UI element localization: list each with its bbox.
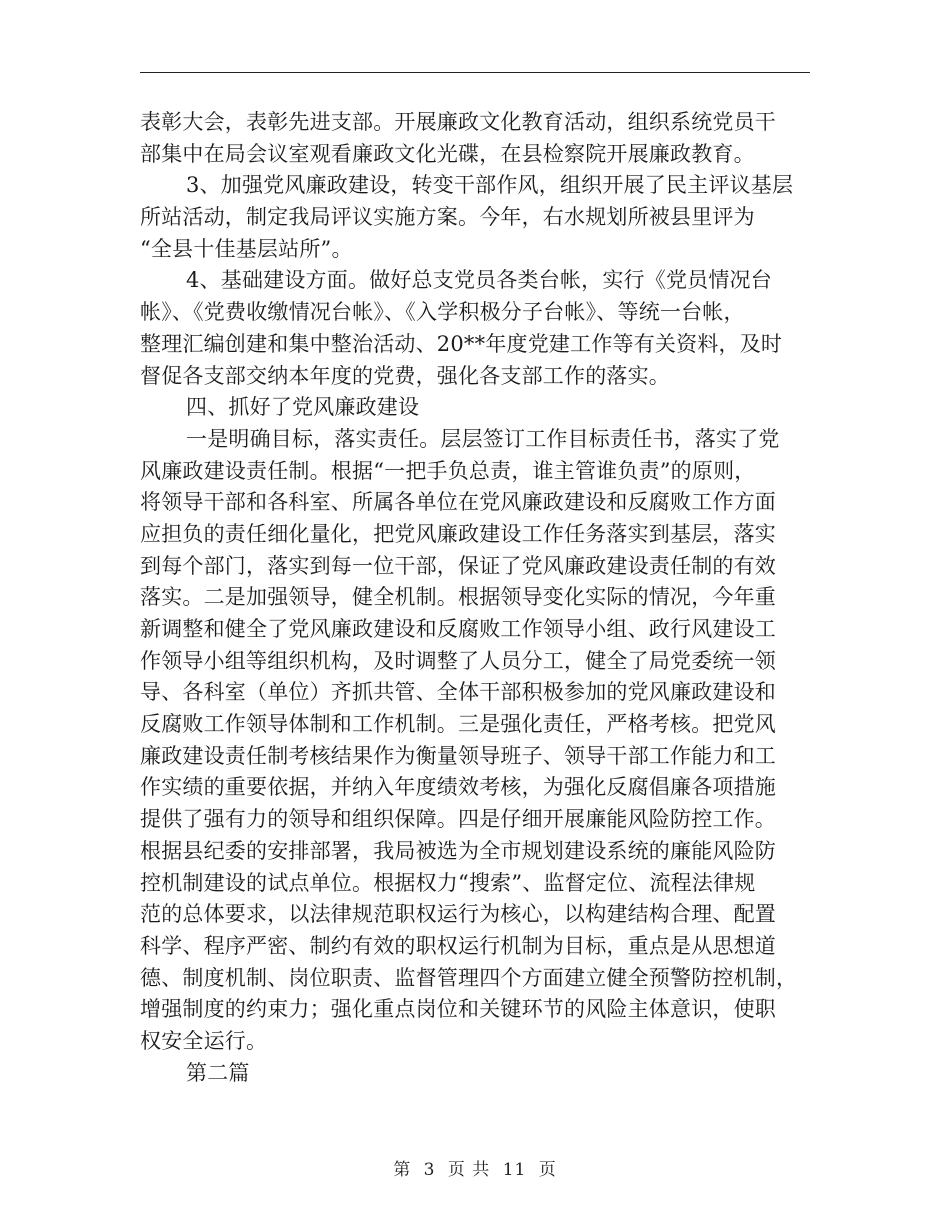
text-line: 一是明确目标，落实责任。层层签订工作目标责任书，落实了党	[186, 426, 780, 451]
text-line: 反腐败工作领导体制和工作机制。三是强化责任，严格考核。把党风	[140, 712, 776, 737]
text-line: 风廉政建设责任制。根据“一把手负总责，谁主管谁负责”的原则，	[140, 458, 756, 483]
text-line: 权安全运行。	[140, 1028, 268, 1053]
text-line: 3、加强党风廉政建设，转变干部作风，组织开展了民主评议基层	[186, 173, 794, 198]
footer-page-number: 3	[423, 1160, 436, 1180]
text-line: 落实。二是加强领导，健全机制。根据领导变化实际的情况，今年重	[140, 585, 776, 610]
header-rule	[140, 72, 810, 73]
text-line: 廉政建设责任制考核结果作为衡量领导班子、领导干部工作能力和工	[140, 743, 776, 768]
text-line: 督促各支部交纳本年度的党费，强化各支部工作的落实。	[140, 363, 670, 388]
text-line: 4、基础建设方面。做好总支党员各类台帐，实行《党员情况台	[186, 268, 772, 293]
text-line: 将领导干部和各科室、所属各单位在党风廉政建设和反腐败工作方面	[140, 490, 776, 515]
text-line: 部集中在局会议室观看廉政文化光碟，在县检察院开展廉政教育。	[140, 141, 755, 166]
text-line: 整理汇编创建和集中整治活动、20**年度党建工作等有关资料，及时	[140, 331, 783, 356]
text-line: 新调整和健全了党风廉政建设和反腐败工作领导小组、政行风建设工	[140, 617, 776, 641]
footer-total-pages: 11	[502, 1160, 527, 1180]
text-line: 增强制度的约束力；强化重点岗位和关键环节的风险主体意识，使职	[140, 997, 776, 1022]
text-line: 作领导小组等组织机构，及时调整了人员分工，健全了局党委统一领	[140, 648, 776, 673]
text-line: 控机制建设的试点单位。根据权力“搜索”、监督定位、流程法律规	[140, 870, 756, 895]
text-line: 帐》、《党费收缴情况台帐》、《入学积极分子台帐》、等统一台帐，	[140, 300, 745, 325]
text-line: 根据县纪委的安排部署，我局被选为全市规划建设系统的廉能风险防	[140, 838, 776, 863]
text-line: 所站活动，制定我局评议实施方案。今年，右水规划所被县里评为	[140, 205, 755, 230]
footer-suffix: 页	[538, 1160, 557, 1180]
text-line: 提供了强有力的领导和组织保障。四是仔细开展廉能风险防控工作。	[140, 807, 776, 832]
text-line: 到每个部门，落实到每一位干部，保证了党风廉政建设责任制的有效	[140, 553, 776, 578]
text-line: 作实绩的重要依据，并纳入年度绩效考核，为强化反腐倡廉各项措施	[140, 775, 776, 800]
text-line: 四、抓好了党风廉政建设	[186, 395, 420, 420]
text-line: 德、制度机制、岗位职责、监督管理四个方面建立健全预警防控机制，	[140, 965, 798, 990]
body-text	[140, 107, 815, 1089]
text-line: 表彰大会，表彰先进支部。开展廉政文化教育活动，组织系统党员干	[140, 110, 776, 134]
footer-middle: 页 共	[447, 1160, 491, 1180]
text-line: 第二篇	[186, 1060, 250, 1085]
text-line: 范的总体要求，以法律规范职权运行为核心，以构建结构合理、配置	[140, 902, 776, 927]
text-line: 应担负的责任细化量化，把党风廉政建设工作任务落实到基层，落实	[140, 521, 776, 546]
text-line: 科学、程序严密、制约有效的职权运行机制为目标，重点是从思想道	[140, 933, 776, 958]
text-line: 导、各科室（单位）齐抓共管、全体干部积极参加的党风廉政建设和	[140, 680, 776, 705]
footer-prefix: 第	[393, 1160, 412, 1180]
text-line: “全县十佳基层站所”。	[140, 236, 353, 261]
page-footer	[0, 1155, 950, 1180]
